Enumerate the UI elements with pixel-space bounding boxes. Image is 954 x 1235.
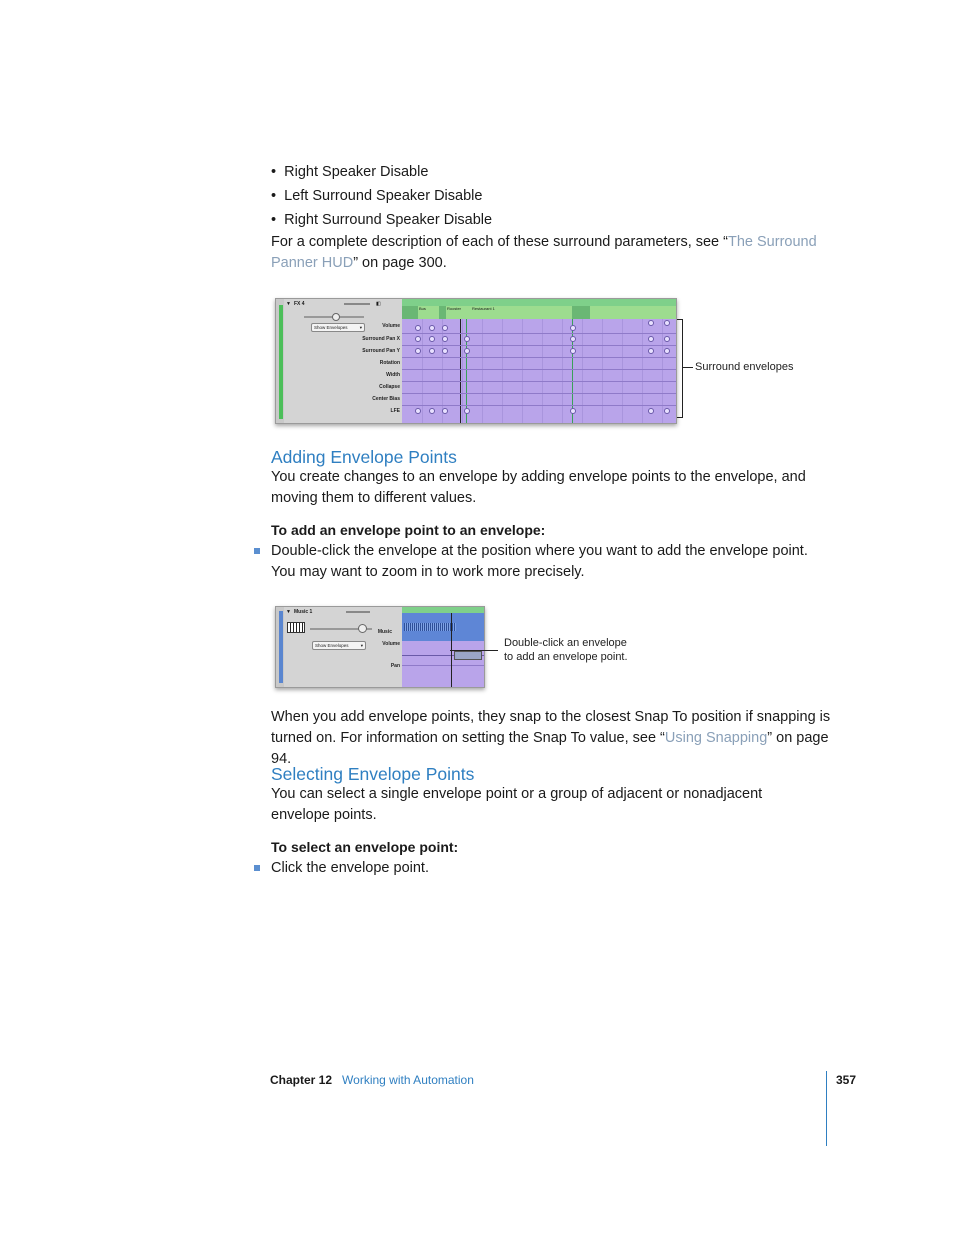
audio-clip[interactable]	[402, 613, 484, 641]
show-envelopes-menu[interactable]: Show Envelopes ▾	[311, 323, 365, 332]
paragraph: You create changes to an envelope by adding envelope points to the envelope, and moving them to different values.	[271, 469, 806, 506]
envelope-point[interactable]	[570, 348, 576, 354]
link-surround-panner-hud[interactable]: The Surround	[727, 234, 817, 250]
playhead[interactable]	[460, 319, 461, 423]
step: Double-click the envelope at the position where you want to add the envelope point. You may want to zoom in to work more precisely.	[271, 543, 808, 580]
chevron-down-icon: ▾	[359, 325, 362, 330]
track-name: FX 4	[294, 301, 305, 307]
keyboard-icon	[287, 622, 305, 633]
envelope-point[interactable]	[664, 408, 670, 414]
param-label: Center Bias	[372, 396, 400, 402]
param-label: Volume	[382, 323, 400, 329]
envelope-point[interactable]	[415, 408, 421, 414]
show-envelopes-menu[interactable]: Show Envelopes ▾	[312, 641, 366, 650]
paragraph: You can select a single envelope point or a group of adjacent or nonadjacent envelope points.	[271, 786, 763, 823]
envelope-lane[interactable]	[402, 641, 484, 687]
chevron-down-icon: ▾	[360, 643, 363, 648]
envelope-point[interactable]	[429, 336, 435, 342]
bullet-list	[271, 162, 831, 234]
link-using-snapping[interactable]: Using Snapping	[664, 730, 768, 746]
task-heading: To add an envelope point to an envelope:	[271, 522, 546, 538]
envelope-point[interactable]	[570, 325, 576, 331]
list-item: • Left Surround Speaker Disable	[271, 188, 483, 204]
envelope-point[interactable]	[648, 348, 654, 354]
param-label: Volume	[382, 641, 400, 647]
list-item: • Right Surround Speaker Disable	[271, 212, 493, 228]
callout-bracket	[677, 319, 683, 418]
envelope-point[interactable]	[648, 408, 654, 414]
footer-rule	[826, 1071, 827, 1146]
param-label: Width	[386, 372, 400, 378]
envelope-point[interactable]	[415, 336, 421, 342]
param-label: Music	[377, 629, 392, 635]
disclosure-triangle-icon[interactable]: ▼	[286, 301, 291, 307]
page-number: 357	[836, 1073, 857, 1087]
clip[interactable]: Rooster	[446, 306, 471, 319]
envelope-point[interactable]	[570, 408, 576, 414]
task-heading: To select an envelope point:	[271, 839, 459, 855]
volume-slider[interactable]	[346, 611, 370, 613]
envelope-point[interactable]	[442, 325, 448, 331]
paragraph: For a complete description of each of these surround parameters, see “The Surround Panner HUD” on page 300.	[271, 234, 817, 271]
envelope-point[interactable]	[442, 348, 448, 354]
envelope-point[interactable]	[464, 408, 470, 414]
timeline-ruler[interactable]	[402, 299, 676, 306]
paragraph: When you add envelope points, they snap to the closest Snap To position if snapping is turned on. For information on setting the Snap To value, see “Using Snapping” on page 94.	[271, 709, 831, 767]
callout-surround-envelopes: Surround envelopes	[695, 361, 794, 373]
param-label: Surround Pan X	[362, 336, 400, 342]
envelope-point[interactable]	[664, 336, 670, 342]
envelope-point[interactable]	[442, 336, 448, 342]
step: Click the envelope point.	[271, 860, 429, 876]
envelope-point[interactable]	[429, 408, 435, 414]
disclosure-triangle-icon[interactable]: ▼	[286, 609, 291, 615]
clip[interactable]: Restaurant 1	[470, 306, 572, 319]
track-color-strip	[279, 611, 283, 683]
callout-double-click: Double-click an envelope to add an envelope point.	[504, 637, 628, 663]
envelope-point[interactable]	[648, 320, 654, 326]
clip[interactable]: Bus	[418, 306, 439, 319]
mute-icon[interactable]: ◧	[376, 301, 381, 307]
pointer-tooltip	[454, 651, 482, 660]
callout-line	[450, 650, 498, 651]
footer-chapter: Chapter 12 Working with Automation	[270, 1073, 474, 1087]
track-color-strip	[279, 305, 283, 419]
waveform	[404, 623, 456, 631]
clip-row	[402, 306, 676, 319]
volume-slider[interactable]	[344, 303, 370, 305]
param-label: Pan	[390, 663, 400, 669]
envelope-point[interactable]	[429, 348, 435, 354]
param-label: Surround Pan Y	[362, 348, 400, 354]
clip[interactable]	[590, 306, 676, 319]
add-envelope-point-screenshot	[275, 606, 485, 688]
section-heading: Adding Envelope Points	[271, 447, 457, 467]
envelope-point[interactable]	[442, 408, 448, 414]
footer-chapter-title: Working with Automation	[342, 1073, 474, 1087]
section-heading: Selecting Envelope Points	[271, 764, 475, 784]
param-label: Rotation	[379, 360, 400, 366]
callout-line	[683, 367, 693, 368]
param-label: LFE	[390, 408, 400, 414]
envelope-point[interactable]	[570, 336, 576, 342]
envelope-point[interactable]	[648, 336, 654, 342]
envelope-point[interactable]	[664, 348, 670, 354]
envelope-point[interactable]	[464, 336, 470, 342]
surround-envelopes-screenshot	[275, 298, 677, 424]
step-bullet	[254, 865, 260, 871]
list-item: • Right Speaker Disable	[271, 164, 429, 180]
envelope-lanes[interactable]	[402, 319, 676, 423]
track-name: Music 1	[294, 609, 313, 615]
step-bullet	[254, 548, 260, 554]
envelope-point[interactable]	[464, 348, 470, 354]
envelope-point[interactable]	[664, 320, 670, 326]
envelope-point[interactable]	[429, 325, 435, 331]
pan-knob[interactable]	[332, 313, 340, 321]
param-label: Collapse	[379, 384, 400, 390]
envelope-point[interactable]	[415, 325, 421, 331]
envelope-point[interactable]	[415, 348, 421, 354]
track-header	[284, 607, 402, 687]
link-surround-panner-hud-cont[interactable]: Panner HUD	[271, 255, 354, 271]
